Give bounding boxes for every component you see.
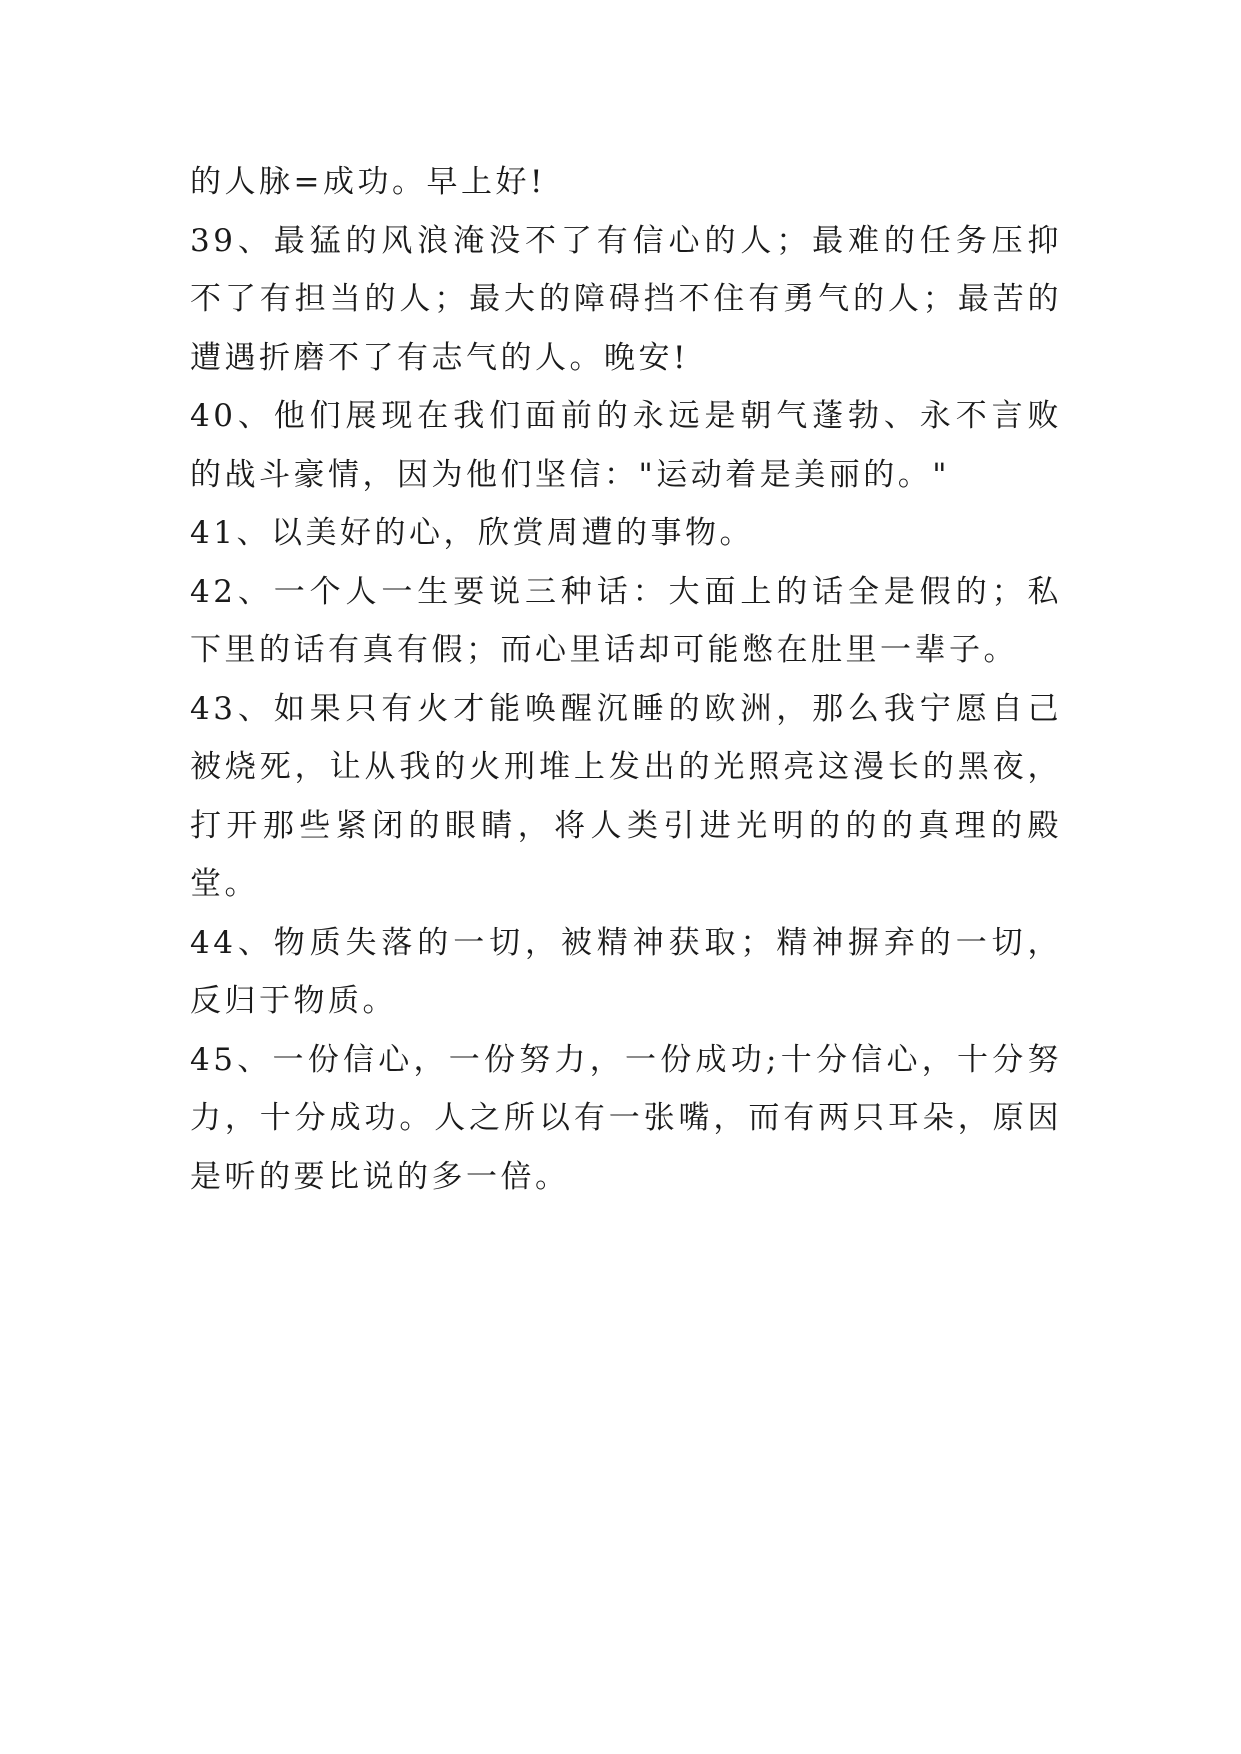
paragraph-40: 40、他们展现在我们面前的永远是朝气蓬勃、永不言败的战斗豪情，因为他们坚信："运动着是美丽的。" xyxy=(190,398,1062,493)
paragraph-45: 45、一份信心，一份努力，一份成功;十分信心，十分努力，十分成功。人之所以有一张嘴，而有两只耳朵，原因是听的要比说的多一倍。 xyxy=(190,1041,1062,1195)
paragraph-fragment-greeting: 的人脉=成功。早上好! xyxy=(190,164,546,200)
paragraph-44: 44、物质失落的一切，被精神获取；精神摒弃的一切，反归于物质。 xyxy=(190,924,1062,1019)
paragraph-41: 41、以美好的心，欣赏周遭的事物。 xyxy=(190,515,754,551)
paragraph-42: 42、一个人一生要说三种话：大面上的话全是假的；私下里的话有真有假；而心里话却可能憋在肚里一辈子。 xyxy=(190,573,1062,668)
paragraph-43: 43、如果只有火才能唤醒沉睡的欧洲，那么我宁愿自己被烧死，让从我的火刑堆上发出的光照亮这漫长的黑夜，打开那些紧闭的眼睛，将人类引进光明的的的真理的殿堂。 xyxy=(190,690,1062,902)
document-body xyxy=(190,153,1062,1206)
paragraph-39: 39、最猛的风浪淹没不了有信心的人；最难的任务压抑不了有担当的人；最大的障碍挡不住有勇气的人；最苦的遭遇折磨不了有志气的人。晚安! xyxy=(190,222,1062,376)
